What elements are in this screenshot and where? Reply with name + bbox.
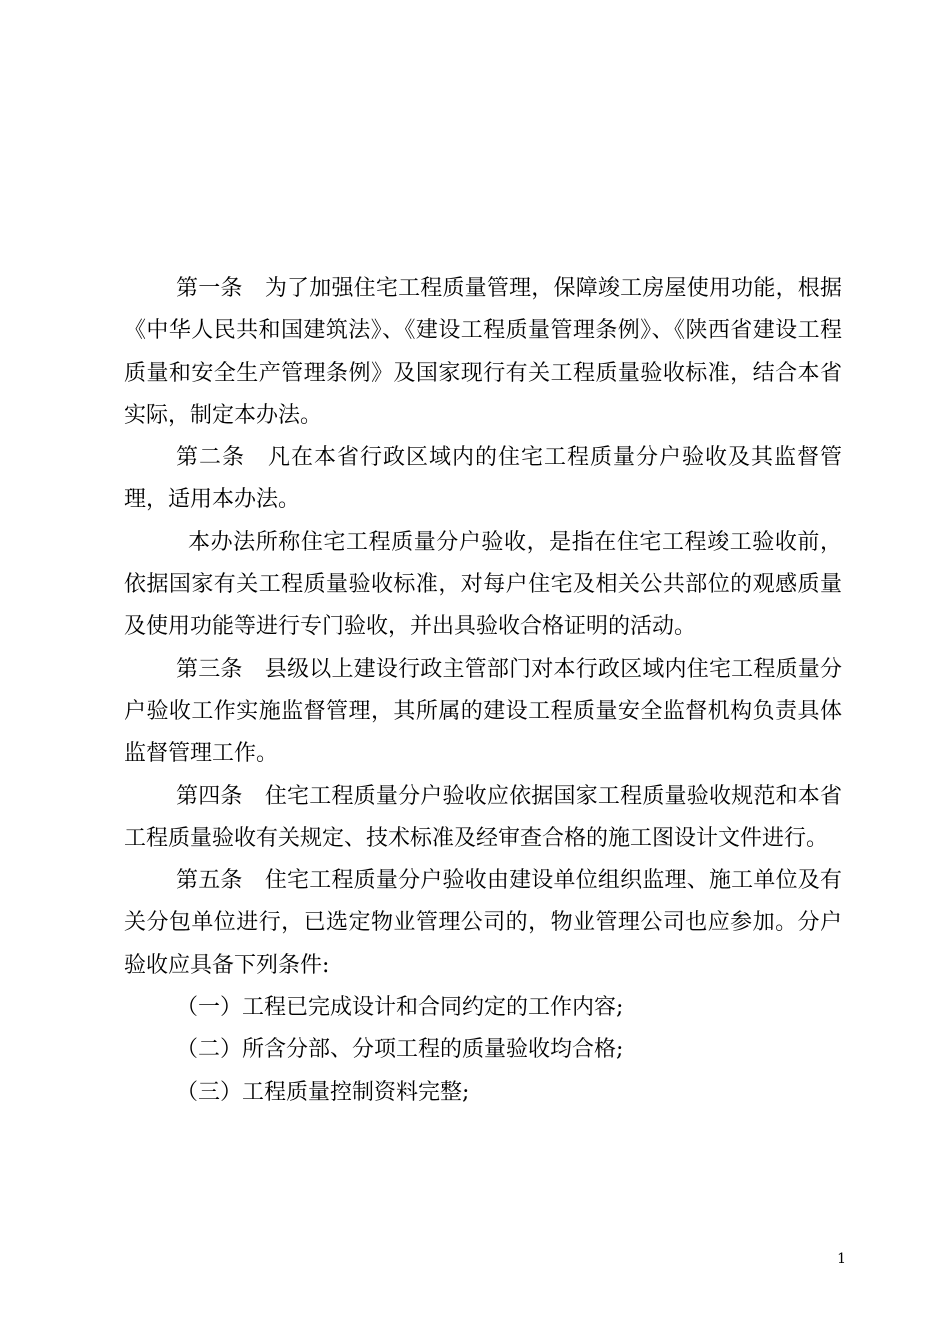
article-3-paragraph: 第三条 县级以上建设行政主管部门对本行政区域内住宅工程质量分户验收工作实施监督管理，其所属的建设工程质量安全监督机构负责具体监督管理工作。: [124, 656, 842, 767]
condition-item-2: （二）所含分部、分项工程的质量验收均合格;: [176, 1037, 624, 1063]
article-2-paragraph: 第二条 凡在本省行政区域内的住宅工程质量分户验收及其监督管理，适用本办法。: [124, 445, 842, 513]
document-body: [124, 268, 842, 1114]
article-1-paragraph: 第一条 为了加强住宅工程质量管理，保障竣工房屋使用功能，根据《中华人民共和国建筑法》、《建设工程质量管理条例》、《陕西省建设工程质量和安全生产管理条例》及国家现行有关工程质量验收标准，结合本省实际，制定本办法。: [124, 276, 842, 428]
condition-item-3: （三）工程质量控制资料完整;: [176, 1079, 470, 1105]
definition-paragraph: 本办法所称住宅工程质量分户验收，是指在住宅工程竣工验收前，依据国家有关工程质量验收标准，对每户住宅及相关公共部位的观感质量及使用功能等进行专门验收，并出具验收合格证明的活动。: [124, 529, 842, 640]
page-number: 1: [837, 1251, 846, 1267]
article-4-paragraph: 第四条 住宅工程质量分户验收应依据国家工程质量验收规范和本省工程质量验收有关规定、技术标准及经审查合格的施工图设计文件进行。: [124, 783, 842, 851]
condition-item-1: （一）工程已完成设计和合同约定的工作内容;: [176, 995, 624, 1021]
article-5-paragraph: 第五条 住宅工程质量分户验收由建设单位组织监理、施工单位及有关分包单位进行，已选定物业管理公司的，物业管理公司也应参加。分户验收应具备下列条件:: [124, 868, 842, 978]
